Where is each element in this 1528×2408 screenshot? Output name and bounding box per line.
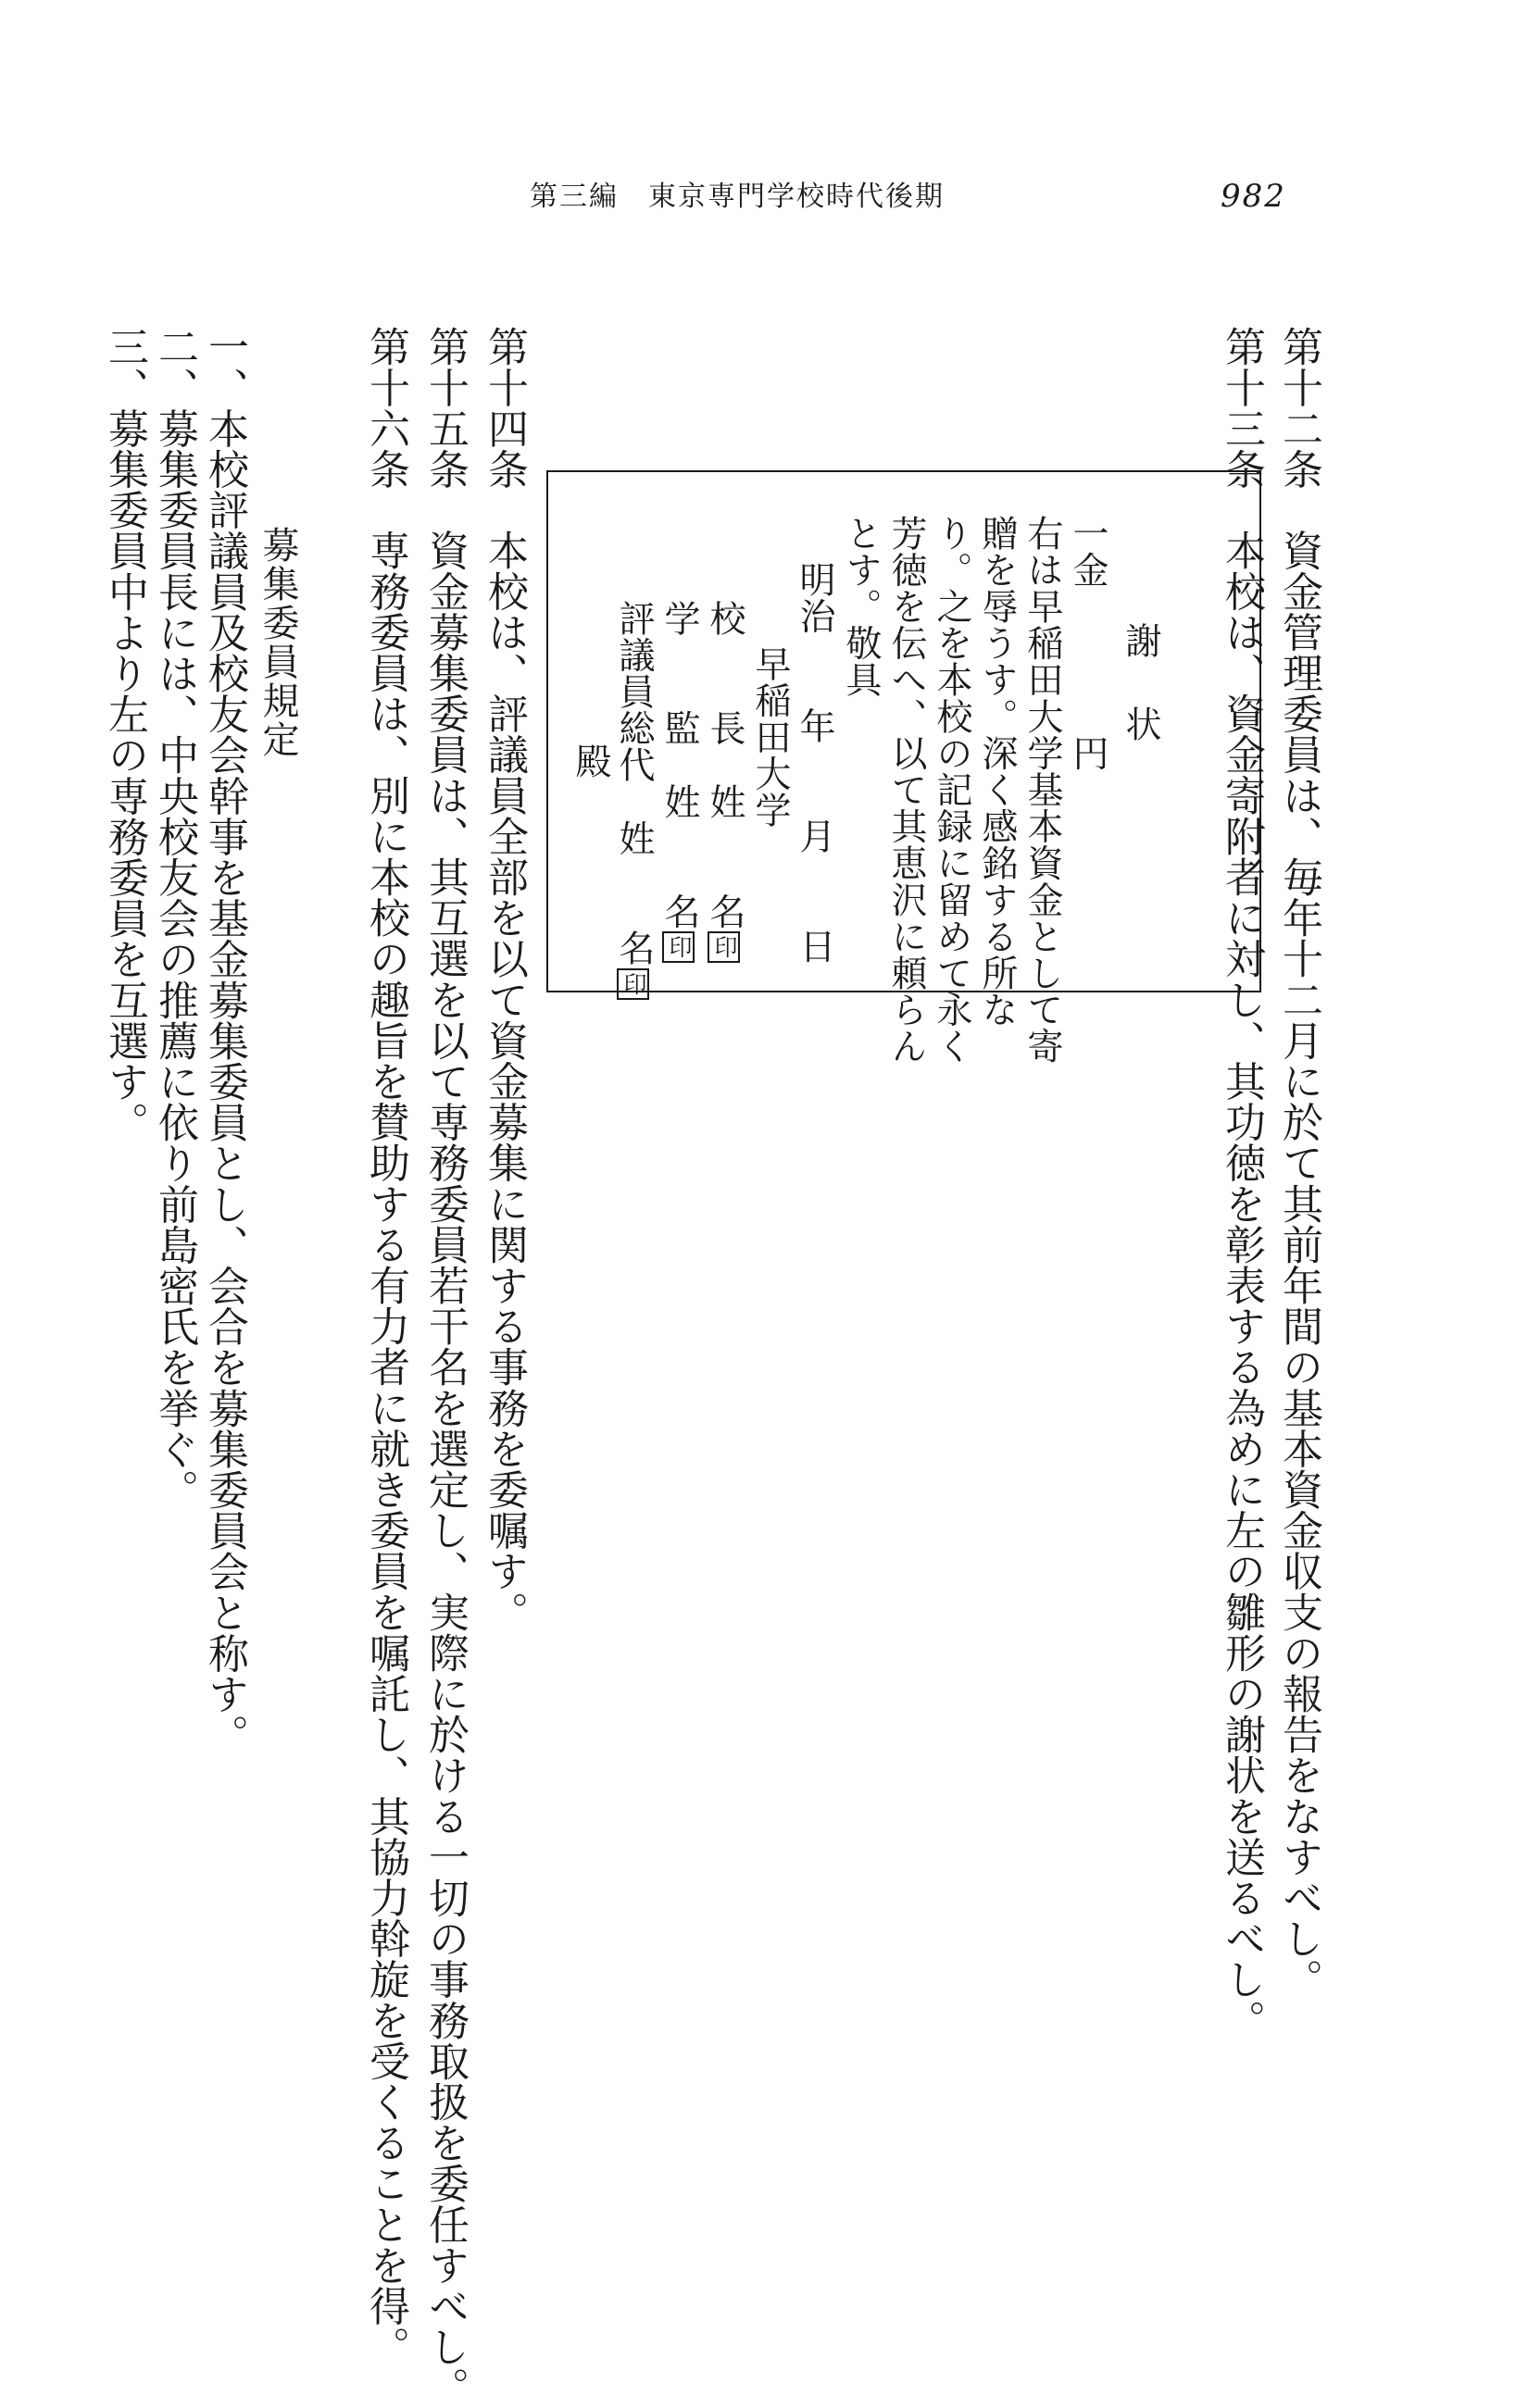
letter-addressee: 殿 <box>570 742 611 780</box>
letter-signatory-dean <box>658 600 700 963</box>
seal-stamp: 印 <box>662 931 695 963</box>
letter-school-name: 早稲田大学 <box>749 645 791 829</box>
letter-body-line: り。之を本校の記録に留めて永く <box>931 515 972 1065</box>
article-13-text: 本校は、資金寄附者に対し、其功徳を彰表する為めに左の雛形の謝状を送るべし。 <box>1218 530 1265 2041</box>
seal-stamp: 印 <box>708 931 740 963</box>
letter-body-line: 贈を辱うす。深く感銘する所な <box>976 515 1018 1029</box>
article-14-text: 本校は、評議員全部を以て資金募集に関する事務を委嘱す。 <box>481 530 528 1633</box>
article-16-label: 第十六条 <box>362 326 409 490</box>
section-title: 第三編 東京専門学校時代後期 <box>530 181 945 213</box>
article-14 <box>481 326 528 1633</box>
letter-signatory-councillor <box>613 600 655 1000</box>
article-15-text: 資金募集委員は、其互選を以て専務委員若干名を選定し、実際に於ける一切の事務取扱を委任すべし。 <box>421 530 469 2408</box>
article-16 <box>362 326 409 2367</box>
signatory-role: 評議員総代 <box>613 600 655 783</box>
letter-body-line: とす。敬具 <box>840 515 882 698</box>
letter-title: 謝 状 <box>1120 622 1161 747</box>
article-16-text: 専務委員は、別に本校の趣旨を賛助する有力者に就き委員を嘱託し、其協力斡旋を受くることを得。 <box>362 530 409 2367</box>
signatory-name: 姓 名 <box>704 783 745 930</box>
recruitment-rule-item: 三、募集委員中より左の専務委員を互選す。 <box>101 326 148 1142</box>
letter-body-line: 芳徳を伝へ、以て其恵沢に頼らん <box>885 515 927 1065</box>
article-15 <box>421 326 469 2408</box>
signatory-name: 姓 名 <box>613 819 655 967</box>
signatory-name: 姓 名 <box>658 783 700 930</box>
page-number: 982 <box>1221 178 1286 215</box>
seal-stamp: 印 <box>617 968 649 1000</box>
signatory-role: 学 監 <box>658 600 700 747</box>
recruitment-rule-item: 一、本校評議員及校友会幹事を基金募集委員とし、会合を募集委員会と称す。 <box>201 326 248 1755</box>
article-14-label: 第十四条 <box>481 326 528 490</box>
article-13-label: 第十三条 <box>1218 326 1265 490</box>
letter-date-line: 明治 年 月 日 <box>794 561 835 965</box>
recruitment-rules-title: 募集委員規定 <box>257 526 299 759</box>
letter-body-line: 右は早稲田大学基本資金として寄 <box>1021 515 1063 1065</box>
article-12-text: 資金管理委員は、毎年十二月に於て其前年間の基本資金収支の報告をなすべし。 <box>1275 530 1322 2001</box>
letter-amount-line: 一金 円 <box>1067 515 1108 772</box>
article-12 <box>1275 326 1322 2001</box>
article-12-label: 第十二条 <box>1275 326 1322 490</box>
recruitment-rule-item: 二、募集委員長には、中央校友会の推薦に依り前島密氏を挙ぐ。 <box>151 326 198 1510</box>
signatory-role: 校 長 <box>704 600 745 747</box>
article-15-label: 第十五条 <box>421 326 469 490</box>
letter-signatory-principal <box>704 600 745 963</box>
